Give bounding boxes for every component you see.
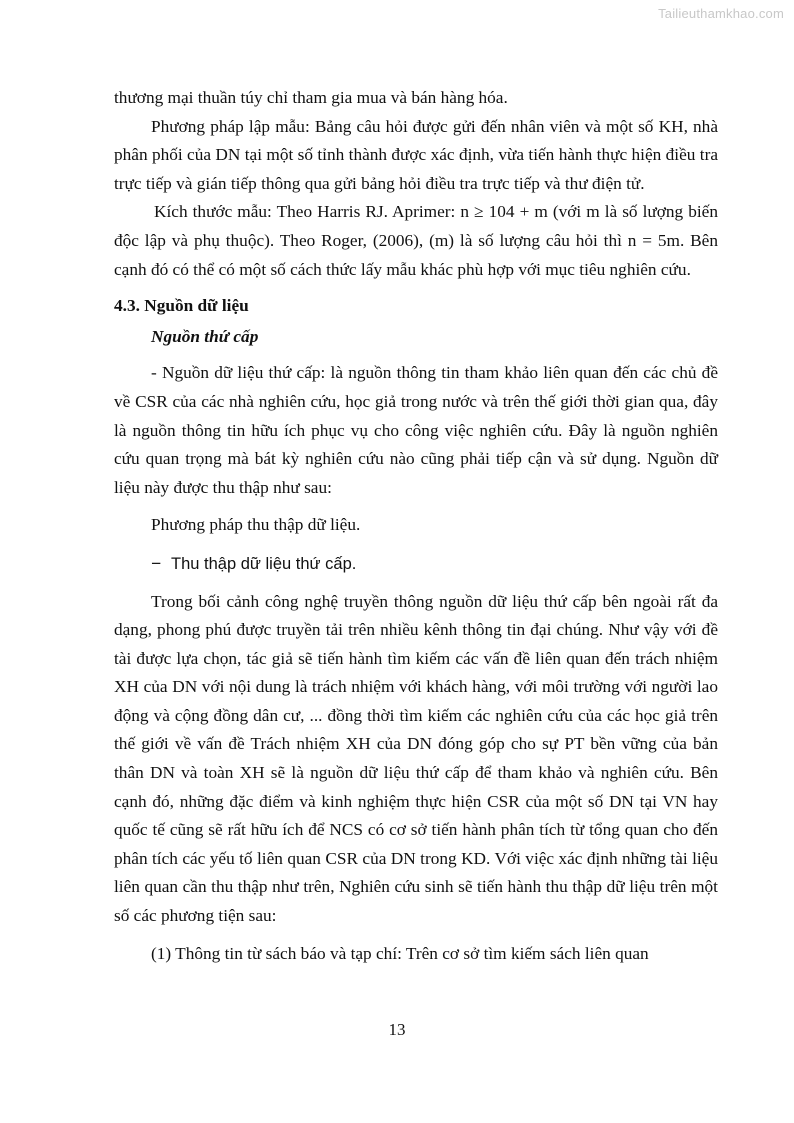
paragraph-books-journals: (1) Thông tin từ sách báo và tạp chí: Trên cơ sở tìm kiếm sách liên quan <box>151 943 649 963</box>
document-body <box>114 84 718 968</box>
watermark: Tailieuthamkhao.com <box>658 6 784 21</box>
paragraph-sampling-method: Phương pháp lập mẫu: Bảng câu hỏi được gửi đến nhân viên và một số KH, nhà phân phối của DN tại một số tỉnh thành được xác định, vừa tiến hành thực hiện điều tra trực tiếp và gián tiếp thông qua gửi bảng hỏi điều tra trực tiếp và thư điện tử. <box>114 116 718 193</box>
paragraph-collection-method: Phương pháp thu thập dữ liệu. <box>151 515 361 535</box>
bullet-item-text: Thu thập dữ liệu thứ cấp. <box>171 554 357 573</box>
paragraph-sample-size: Kích thước mẫu: Theo Harris RJ. Aprimer: n ≥ 104 + m (với m là số lượng biến độc lập và phụ thuộc). Theo Roger, (2006), (m) là số lượng câu hỏi thì n = 5m. Bên cạnh đó có thể có một số cách thức lấy mẫu khác phù hợp với mục tiêu nghiên cứu. <box>114 202 718 279</box>
paragraph-continuation: thương mại thuần túy chỉ tham gia mua và bán hàng hóa. <box>114 88 508 107</box>
paragraph-context: Trong bối cảnh công nghệ truyền thông nguồn dữ liệu thứ cấp bên ngoài rất đa dạng, phong phú được truyền tải trên nhiều kênh thông tin đại chúng. Như vậy với đề tài được lựa chọn, tác giả sẽ tiến hành tìm kiếm các vấn đề liên quan đến trách nhiệm XH của DN với nội dung là trách nhiệm với khách hàng, với môi trường với người lao động và cộng đồng dân cư, ... đồng thời tìm kiếm các nghiên cứu của các học giả trên thế giới về vấn đề Trách nhiệm XH của DN đóng góp cho sự PT bền vững của bản thân DN và toàn XH sẽ là nguồn dữ liệu thứ cấp để tham khảo và nghiên cứu. Bên cạnh đó, những đặc điểm và kinh nghiệm thực hiện CSR của một số DN tại VN hay quốc tế cũng sẽ rất hữu ích để NCS có cơ sở tiến hành phân tích từ tổng quan cho đến phân tích các yếu tố liên quan CSR của DN trong KD. Với việc xác định những tài liệu liên quan cần thu thập như trên, Nghiên cứu sinh sẽ tiến hành thu thập dữ liệu trên một số các phương tiện sau: <box>114 591 718 926</box>
section-subheading: Nguồn thứ cấp <box>151 326 259 346</box>
dash-bullet-icon: − <box>151 552 162 573</box>
page-number: 13 <box>388 1020 406 1039</box>
section-heading: 4.3. Nguồn dữ liệu <box>114 296 249 316</box>
paragraph-secondary-source: - Nguồn dữ liệu thứ cấp: là nguồn thông tin tham khảo liên quan đến các chủ đề về CSR của các nhà nghiên cứu, học giả trong nước và trên thế giới thời gian qua, đây là nguồn thông tin hữu ích phục vụ cho công việc nghiên cứu. Đây là nguồn nghiên cứu quan trọng mà bát kỳ nghiên cứu nào cũng phải tiếp cận và sử dụng. Nguồn dữ liệu này được thu thập như sau: <box>114 363 718 497</box>
bullet-item <box>114 549 718 579</box>
